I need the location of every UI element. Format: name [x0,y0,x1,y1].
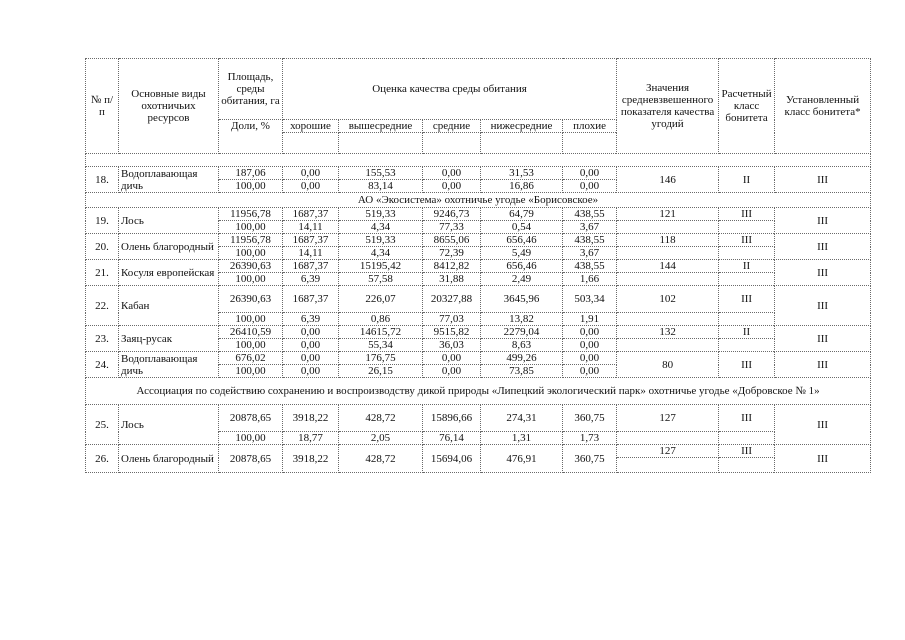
table-spacer-row [86,154,871,167]
row-species: Олень благородный [119,445,219,473]
row-set-class: III [775,167,871,193]
row-weighted: 132 [617,326,719,339]
row-calc-class: II [719,260,775,273]
table-row: 100,00 18,77 2,05 76,14 1,31 1,73 [86,432,871,445]
row-species: Лось [119,208,219,234]
header-num: № п/п [86,59,119,154]
row-calc-class: III [719,208,775,221]
header-calc-class: Расчетный класс бонитета [719,59,775,154]
table-header-row [86,59,871,120]
header-quality: Оценка качества среды обитания [283,59,617,120]
row-num: 19. [86,208,119,234]
row-weighted: 144 [617,260,719,273]
row-weighted: 127 [617,445,719,458]
row-num: 21. [86,260,119,286]
table-row: 26. Олень благородный 20878,65 3918,22 428,72 15694,06 476,91 360,75 127 III III [86,445,871,458]
section-title: Ассоциация по содействию сохранению и воспроизводству дикой природы «Липецкий экологический парк» охотничье угодье «Добровское № 1» [86,378,871,405]
section-heading-row [86,378,871,405]
row-weighted: 118 [617,234,719,247]
header-average: средние [423,120,481,133]
table-row: 18. Водоплавающая дичь 187,06 0,00 155,53 0,00 31,53 0,00 146 II III [86,167,871,180]
header-poor: плохие [563,120,617,133]
row-num: 20. [86,234,119,260]
table-row: 20. Олень благородный 11956,78 1687,37 519,33 8655,06 656,46 438,55 118 III III [86,234,871,247]
table-row: 19. Лось 11956,78 1687,37 519,33 9246,73 64,79 438,55 121 III III [86,208,871,221]
header-weighted: Значения средневзвешенного показателя качества угодий [617,59,719,154]
row-calc-class: III [719,234,775,247]
section-title: АО «Экосистема» охотничье угодье «Борисовское» [86,193,871,208]
row-num: 24. [86,352,119,378]
row-set-class: III [775,234,871,260]
table-row: 100,00 14,11 4,34 72,39 5,49 3,67 [86,247,871,260]
row-num: 26. [86,445,119,473]
document-page [85,58,870,473]
row-calc-class: III [719,286,775,313]
table-row: 21. Косуля европейская 26390,63 1687,37 15195,42 8412,82 656,46 438,55 144 II III [86,260,871,273]
row-num: 22. [86,286,119,326]
header-share: Доли, % [219,120,283,154]
row-num: 23. [86,326,119,352]
row-set-class: III [775,405,871,445]
row-set-class: III [775,352,871,378]
row-species: Кабан [119,286,219,326]
row-calc-class: III [719,352,775,378]
table-row: 23. Заяц-русак 26410,59 0,00 14615,72 9515,82 2279,04 0,00 132 II III [86,326,871,339]
table-row: 24. Водоплавающая дичь 676,02 0,00 176,75 0,00 499,26 0,00 80 III III [86,352,871,365]
row-num: 18. [86,167,119,193]
row-set-class: III [775,208,871,234]
table-row: 100,00 14,11 4,34 77,33 0,54 3,67 [86,221,871,234]
table-row: 22. Кабан 26390,63 1687,37 226,07 20327,88 3645,96 503,34 102 III III [86,286,871,313]
header-species: Основные виды охотничьих ресурсов [119,59,219,154]
row-species: Косуля европейская [119,260,219,286]
row-set-class: III [775,445,871,473]
table-row: 100,00 0,00 83,14 0,00 16,86 0,00 [86,180,871,193]
row-species: Водоплавающая дичь [119,167,219,193]
row-calc-class: II [719,326,775,339]
row-set-class: III [775,286,871,326]
table-row: 100,00 0,00 26,15 0,00 73,85 0,00 [86,365,871,378]
header-good: хорошие [283,120,339,133]
table-row: 100,00 6,39 0,86 77,03 13,82 1,91 [86,313,871,326]
row-set-class: III [775,260,871,286]
row-calc-class: III [719,445,775,458]
header-above-average: вышесредние [339,120,423,133]
row-calc-class: II [719,167,775,193]
row-species: Заяц-русак [119,326,219,352]
section-heading-row [86,193,871,208]
row-species: Водоплавающая дичь [119,352,219,378]
header-below-average: нижесредние [481,120,563,133]
table-row: 25. Лось 20878,65 3918,22 428,72 15896,66 274,31 360,75 127 III III [86,405,871,432]
row-species: Олень благородный [119,234,219,260]
row-species: Лось [119,405,219,445]
header-area: Площадь, среды обитания, га [219,59,283,120]
row-weighted: 102 [617,286,719,313]
row-weighted: 121 [617,208,719,221]
row-weighted: 146 [617,167,719,193]
row-weighted: 127 [617,405,719,432]
row-set-class: III [775,326,871,352]
header-set-class: Установленный класс бонитета* [775,59,871,154]
row-num: 25. [86,405,119,445]
table-row: 100,00 6,39 57,58 31,88 2,49 1,66 [86,273,871,286]
habitat-quality-table [85,58,871,473]
row-calc-class: III [719,405,775,432]
table-row: 100,00 0,00 55,34 36,03 8,63 0,00 [86,339,871,352]
row-weighted: 80 [617,352,719,378]
